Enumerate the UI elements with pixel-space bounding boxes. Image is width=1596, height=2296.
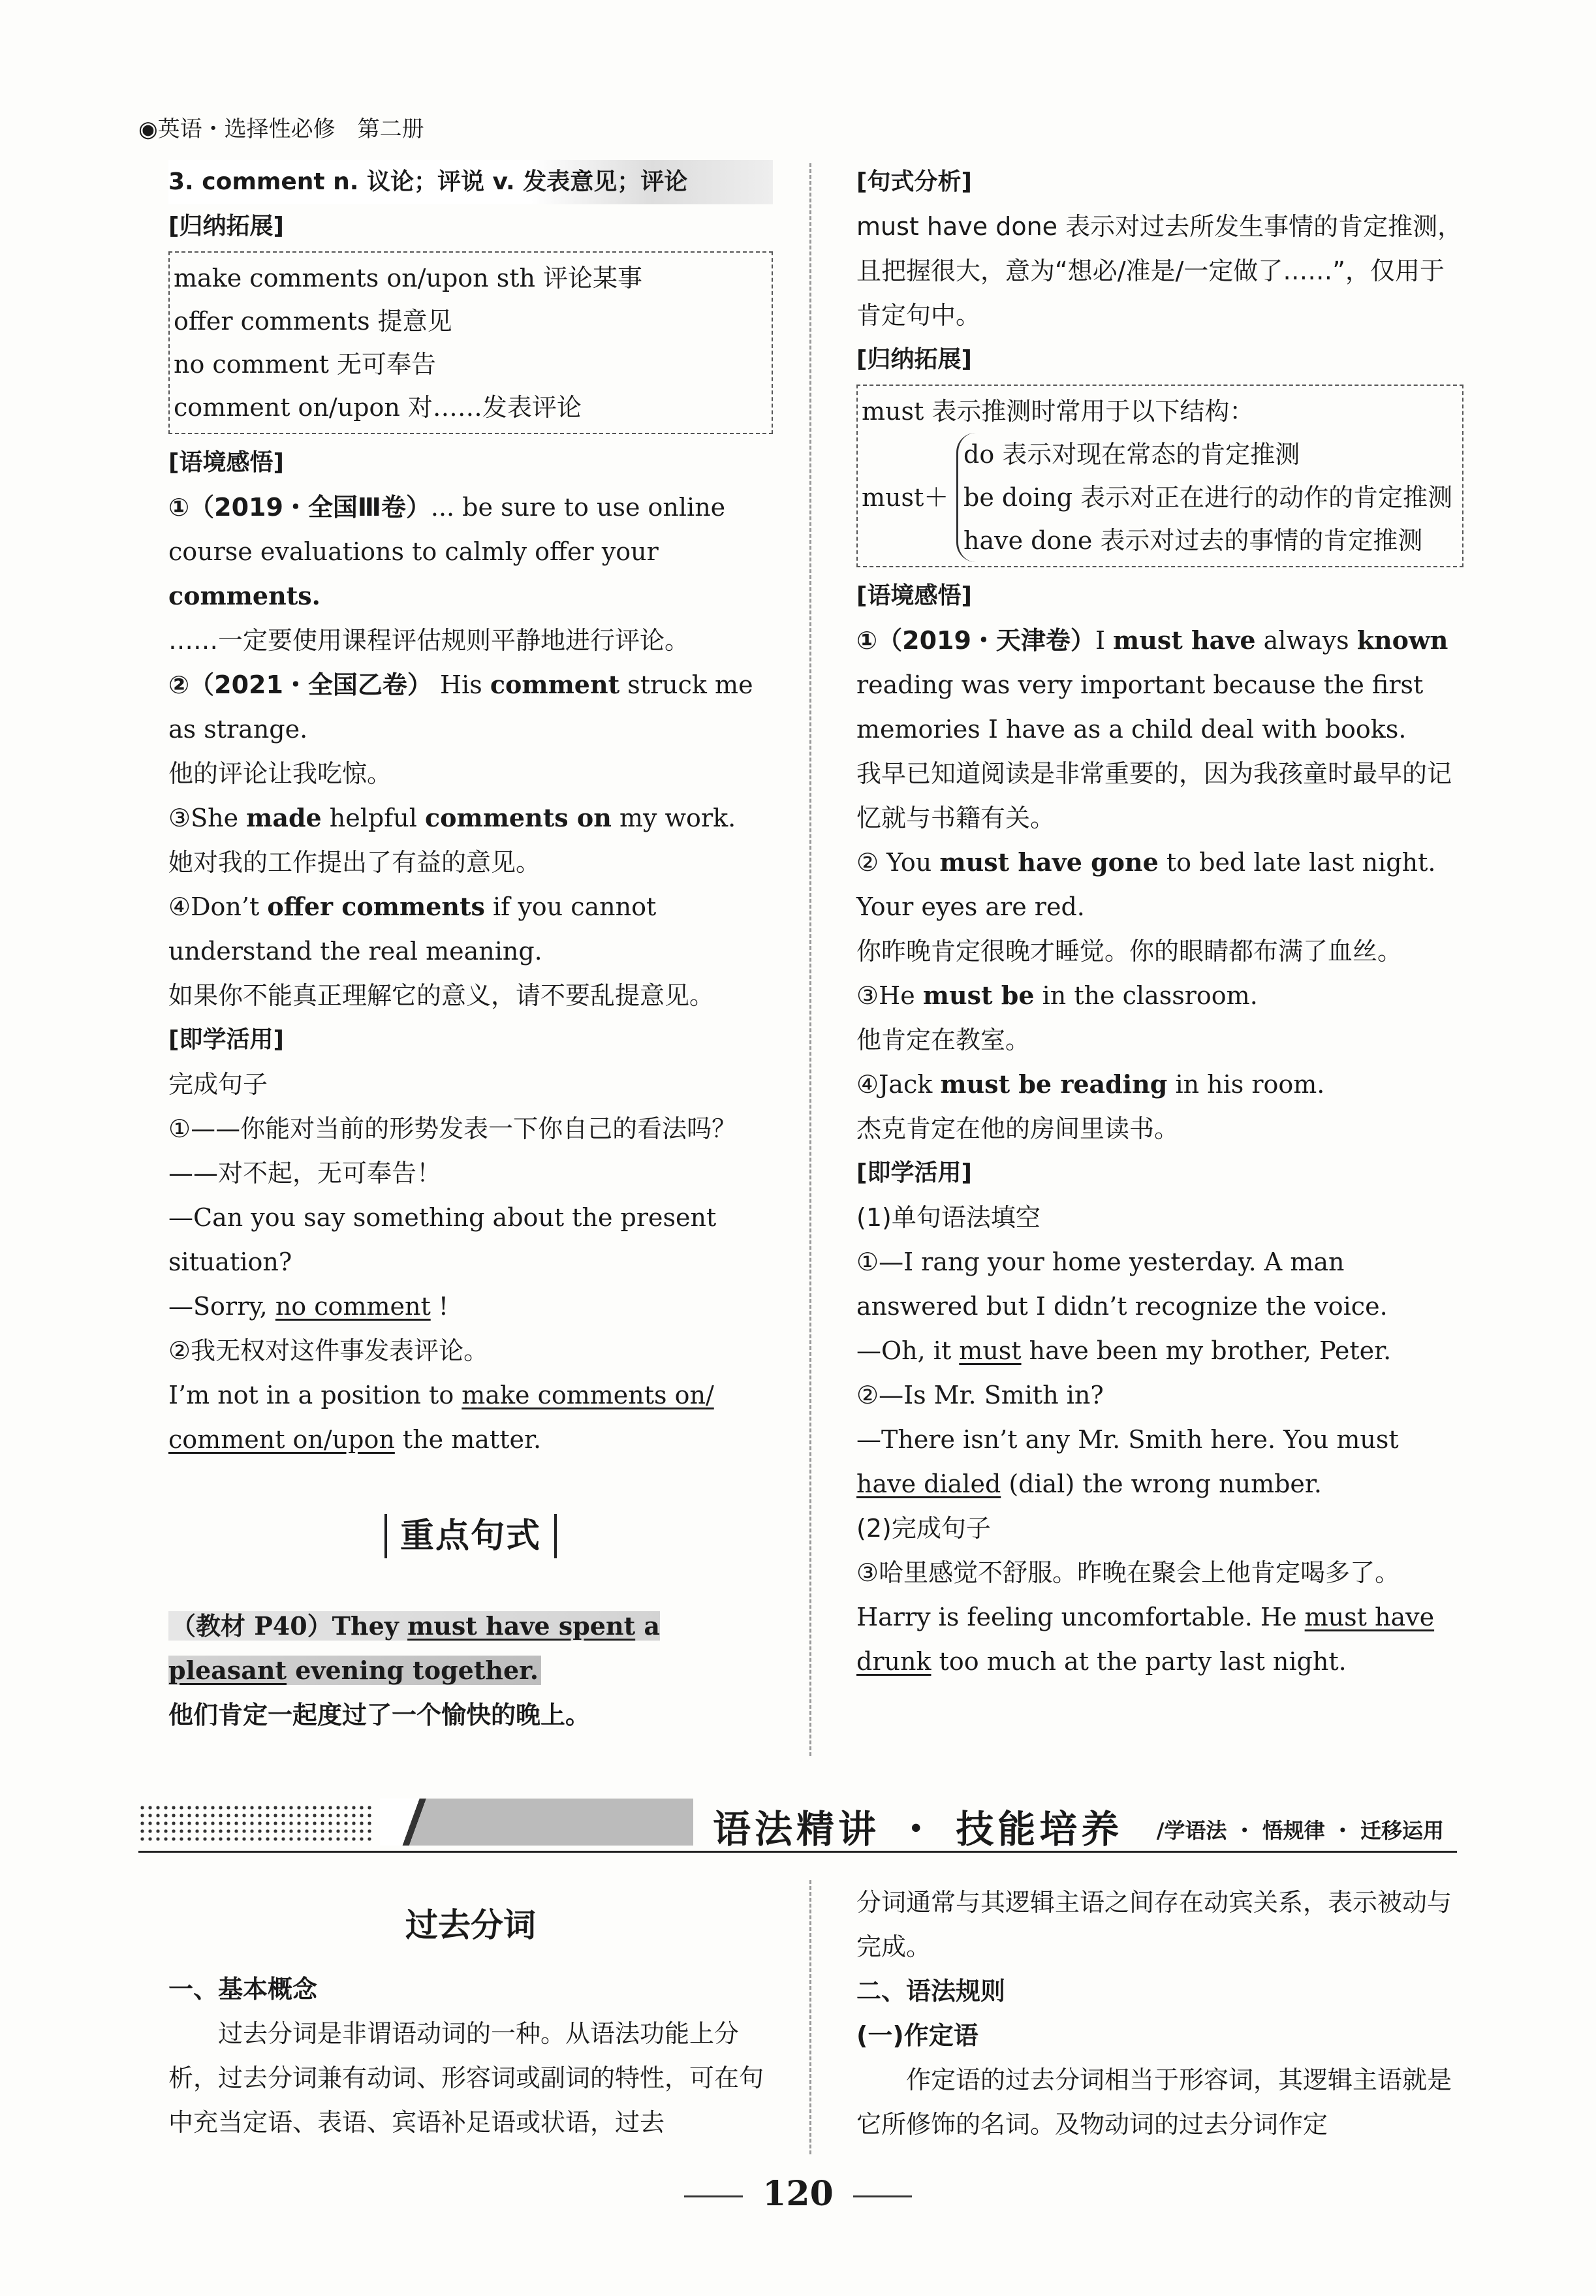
- answer: must: [959, 1336, 1022, 1365]
- section-banner: [138, 1792, 1457, 1853]
- fill-1: ①—I rang your home yesterday. A man answered but I didn’t recognize the voice.: [856, 1248, 1388, 1321]
- example-2-zh: 他的评论让我吃惊。: [168, 759, 392, 788]
- box-line: no comment 无可奉告: [174, 350, 436, 379]
- tag-yujing-right: [语境感悟]: [856, 582, 972, 609]
- example-2: ②（2021・全国乙卷） His comment struck me as strange.: [168, 670, 753, 744]
- must-item: do 表示对现在常态的肯定推测: [963, 440, 1300, 469]
- bottom-right-column: [856, 1880, 1463, 2147]
- tag-yujing: [语境感悟]: [168, 449, 284, 476]
- textbook-sentence-zh: 他们肯定一起度过了一个愉快的晚上。: [168, 1701, 591, 1729]
- continued-text: 分词通常与其逻辑主语之间存在动宾关系，表示被动与完成。: [856, 1888, 1452, 1961]
- tag-guina: [归纳拓展]: [168, 213, 284, 240]
- part-1-label: (1)单句语法填空: [856, 1203, 1041, 1232]
- example-1: ①（2019・全国Ⅲ卷）... be sure to use online course evaluations to calmly offer your comments.: [168, 493, 726, 610]
- page-number: 120: [0, 2174, 1596, 2214]
- answer: must have drunk: [856, 1603, 1435, 1676]
- question-1-en: —Can you say something about the present situation?: [168, 1203, 717, 1276]
- answer: no comment: [275, 1292, 431, 1321]
- must-item: be doing 表示对正在进行的动作的肯定推测: [963, 483, 1453, 512]
- r-example-4-zh: 杰克肯定在他的房间里读书。: [856, 1114, 1180, 1143]
- question-2-answer-line: I’m not in a position to make comments on/ comment on/upon the matter.: [168, 1381, 714, 1454]
- box-line: comment on/upon 对……发表评论: [174, 393, 582, 422]
- item-title: 3. comment n. 议论；评说 v. 发表意见；评论: [168, 160, 773, 204]
- left-column: [168, 160, 773, 1737]
- must-list: [956, 433, 1452, 562]
- bottom-column-divider: [809, 1880, 811, 2154]
- banner-slash-decoration: [380, 1799, 693, 1846]
- example-4: ④Don’t offer comments if you cannot understand the real meaning.: [168, 892, 657, 966]
- tag-juzi: [句式分析]: [856, 168, 972, 195]
- r-example-4: ④Jack must be reading in his room.: [856, 1069, 1325, 1099]
- must-box-head: must 表示推测时常用于以下结构：: [862, 397, 1255, 426]
- fill-2: ②—Is Mr. Smith in?: [856, 1381, 1104, 1409]
- heading-grammar-rules: 二、语法规则: [856, 1977, 1006, 2005]
- complete-3-zh: ③哈里感觉不舒服。昨晚在聚会上他肯定喝多了。: [856, 1558, 1400, 1587]
- answer: make comments on/ comment on/upon: [168, 1381, 714, 1454]
- tag-guina-right: [归纳拓展]: [856, 346, 972, 373]
- analysis-text: must have done 表示对过去所发生事情的肯定推测，且把握很大，意为“想必/准是/一定做了……”，仅用于肯定句中。: [856, 212, 1463, 330]
- answer: have dialed: [856, 1470, 1001, 1498]
- must-box: [856, 385, 1463, 567]
- tag-jixue-right: [即学活用]: [856, 1159, 972, 1186]
- r-example-1: ①（2019・天津卷）I must have always known reading was very important because the first memories I have as a child deal with books.: [856, 625, 1448, 744]
- tag-jixue: [即学活用]: [168, 1026, 284, 1053]
- bottom-left-column: [168, 1890, 773, 2145]
- question-1-answer-line: —Sorry, no comment !: [168, 1292, 449, 1321]
- fill-1-answer-line: —Oh, it must have been my brother, Peter.: [856, 1336, 1392, 1365]
- complete-3-answer-line: Harry is feeling uncomfortable. He must have drunk too much at the party last night.: [856, 1603, 1435, 1676]
- example-1-zh: ……一定要使用课程评估规则平静地进行评论。: [168, 626, 690, 655]
- r-example-2: ② You must have gone to bed late last night. Your eyes are red.: [856, 847, 1436, 921]
- expansion-box: [168, 251, 773, 434]
- r-example-2-zh: 你昨晚肯定很晚才睡觉。你的眼睛都布满了血丝。: [856, 937, 1403, 966]
- section-title: 重点句式: [168, 1514, 773, 1558]
- banner-dots-decoration: [138, 1804, 373, 1843]
- r-example-3-zh: 他肯定在教室。: [856, 1026, 1031, 1054]
- banner-title: 语法精讲 ・ 技能培养: [713, 1807, 1123, 1851]
- page-header: ◉英语・选择性必修 第二册: [138, 116, 424, 142]
- r-example-1-zh: 我早已知道阅读是非常重要的，因为我孩童时最早的记忆就与书籍有关。: [856, 759, 1452, 832]
- heading-attributive: (一)作定语: [856, 2021, 978, 2050]
- basic-concept-text: 过去分词是非谓语动词的一种。从语法功能上分析，过去分词兼有动词、形容词或副词的特性，可在句中充当定语、表语、宾语补足语或状语，过去: [168, 2019, 764, 2137]
- fill-2-answer-line: —There isn’t any Mr. Smith here. You must have dialed (dial) the wrong number.: [856, 1425, 1399, 1498]
- box-line: make comments on/upon sth 评论某事: [174, 264, 643, 292]
- complete-label: 完成句子: [168, 1070, 268, 1099]
- part-2-label: (2)完成句子: [856, 1514, 991, 1543]
- example-4-zh: 如果你不能真正理解它的意义，请不要乱提意见。: [168, 981, 715, 1010]
- textbook-sentence: （教材 P40）They must have spent a pleasant evening together.: [168, 1611, 661, 1685]
- banner-subtitle: /学语法 ・ 悟规律 ・ 迁移运用: [1156, 1818, 1444, 1843]
- r-example-3: ③He must be in the classroom.: [856, 981, 1258, 1010]
- grammar-title: 过去分词: [405, 1906, 536, 1944]
- example-3: ③She made helpful comments on my work.: [168, 803, 736, 832]
- example-3-zh: 她对我的工作提出了有益的意见。: [168, 848, 541, 877]
- must-label: must＋: [862, 483, 949, 512]
- question-1-zh-reply: ——对不起，无可奉告！: [168, 1159, 442, 1187]
- attributive-text: 作定语的过去分词相当于形容词，其逻辑主语就是它所修饰的名词。及物动词的过去分词作定: [856, 2066, 1452, 2139]
- question-2-zh: ②我无权对这件事发表评论。: [168, 1336, 489, 1365]
- question-1-zh: ①——你能对当前的形势发表一下你自己的看法吗？: [168, 1114, 737, 1143]
- heading-basic-concept: 一、基本概念: [168, 1975, 318, 2004]
- column-divider: [809, 163, 811, 1756]
- box-line: offer comments 提意见: [174, 307, 452, 336]
- must-item: have done 表示对过去的事情的肯定推测: [963, 526, 1423, 555]
- right-column: [856, 160, 1463, 1684]
